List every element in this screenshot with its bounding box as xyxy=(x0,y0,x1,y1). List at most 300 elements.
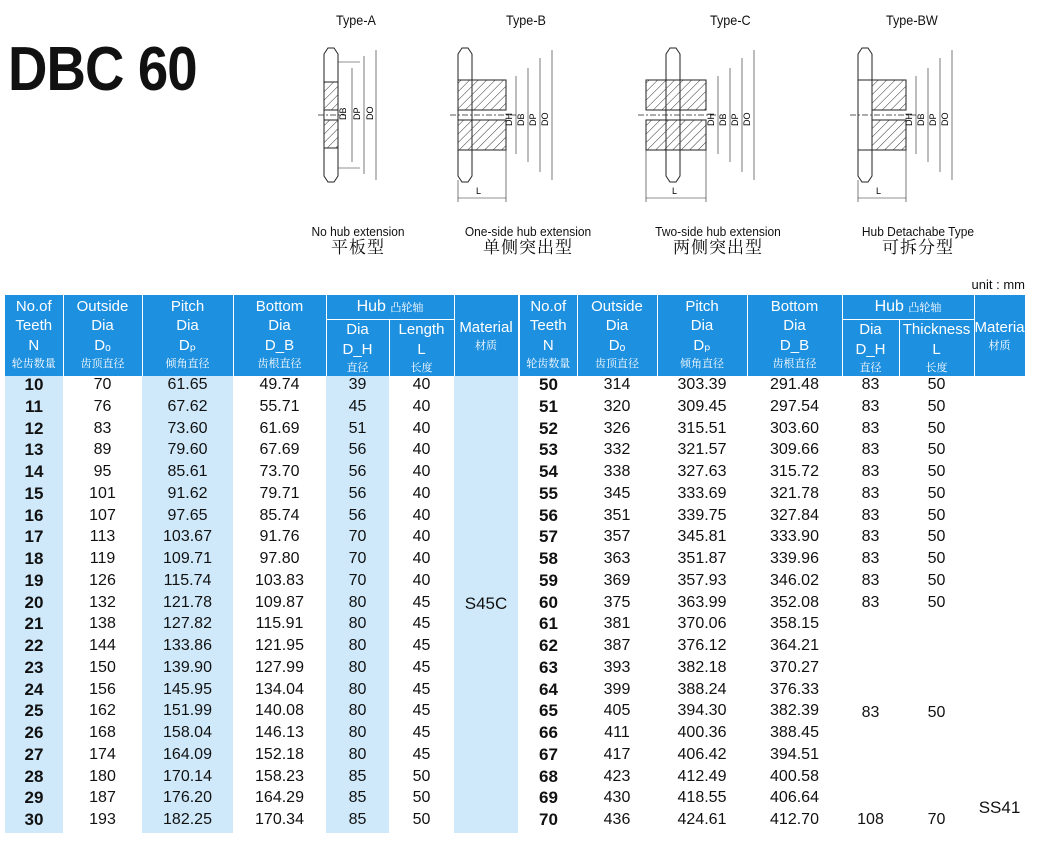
bottom-dia-cell: 339.96 xyxy=(770,550,819,567)
hub-dia-cell: 56 xyxy=(326,463,389,485)
teeth-cell: 17 xyxy=(5,528,63,550)
table-row xyxy=(520,550,1025,572)
table-row xyxy=(5,572,518,594)
teeth-cell: 22 xyxy=(5,637,63,659)
outside-dia-cell: 314 xyxy=(603,376,631,393)
left-spec-table xyxy=(5,295,519,833)
hub-thickness-cell: 50 xyxy=(927,441,946,459)
bottom-dia-cell: 352.08 xyxy=(770,593,819,611)
type-bw-db-label: DB xyxy=(916,113,926,126)
hub-thickness-cell: 50 xyxy=(927,484,946,502)
outside-dia-cell: 381 xyxy=(603,615,631,633)
pitch-dia-cell: 382.18 xyxy=(677,658,727,676)
teeth-cell: 20 xyxy=(5,594,63,616)
pitch-dia-cell: 61.65 xyxy=(142,376,233,398)
teeth-cell: 29 xyxy=(5,789,63,811)
hub-length-cell: 45 xyxy=(412,745,431,763)
teeth-cell: 12 xyxy=(5,420,63,442)
bottom-dia-cell: 400.58 xyxy=(770,767,819,785)
teeth-cell: 67 xyxy=(539,744,558,764)
table-row xyxy=(5,811,518,833)
hub-dia-cell: 80 xyxy=(326,637,389,659)
pitch-dia-cell: 357.93 xyxy=(677,571,727,589)
bottom-dia-cell: 303.60 xyxy=(770,419,819,437)
hub-dia-cell: 83 xyxy=(861,550,880,567)
bottom-dia-cell: 346.02 xyxy=(770,571,819,589)
bottom-dia-cell: 382.39 xyxy=(770,702,819,720)
table-row xyxy=(5,681,518,703)
type-a-do-label: DO xyxy=(365,106,375,120)
pitch-dia-cell: 158.04 xyxy=(142,724,233,746)
teeth-cell: 14 xyxy=(5,463,63,485)
table-row xyxy=(5,528,518,550)
table-row xyxy=(5,659,518,681)
type-b-do-label: DO xyxy=(540,112,550,126)
pitch-dia-cell: 121.78 xyxy=(142,594,233,616)
type-a-caption-cn: 平板型 xyxy=(331,238,385,257)
type-c-label: Type-C xyxy=(710,12,751,28)
type-bw-label: Type-BW xyxy=(886,12,938,28)
hub-dia-cell: 85 xyxy=(326,768,389,790)
hub-length-cell: 45 xyxy=(412,702,431,720)
teeth-cell: 64 xyxy=(539,679,558,699)
outside-dia-cell: 387 xyxy=(603,637,631,654)
right-spec-table xyxy=(520,295,1026,833)
pitch-dia-cell: 309.45 xyxy=(677,397,727,415)
bottom-dia-cell: 376.33 xyxy=(770,680,819,698)
teeth-cell: 63 xyxy=(539,657,558,677)
outside-dia-cell: 338 xyxy=(603,463,631,480)
bottom-dia-cell: 55.71 xyxy=(259,397,300,415)
table-row xyxy=(5,441,518,463)
hub-thickness-cell: 50 xyxy=(927,376,946,393)
outside-dia-cell: 126 xyxy=(89,571,116,589)
type-a-db-label: DB xyxy=(338,107,348,120)
type-bw-do-label: DO xyxy=(940,112,950,126)
hub-thickness-cell: 50 xyxy=(927,419,946,437)
type-b-dh-label: DH xyxy=(504,113,514,126)
type-c-caption xyxy=(608,224,828,256)
table-row xyxy=(5,724,518,746)
bottom-dia-cell: 67.69 xyxy=(259,441,300,459)
hub-dia-cell: 80 xyxy=(326,615,389,637)
bottom-dia-cell: 327.84 xyxy=(770,506,819,524)
bottom-dia-cell: 109.87 xyxy=(255,593,304,611)
pitch-dia-cell: 170.14 xyxy=(142,768,233,790)
bottom-dia-cell: 79.71 xyxy=(259,484,300,502)
teeth-cell: 13 xyxy=(5,441,63,463)
bottom-dia-cell: 140.08 xyxy=(255,702,304,720)
teeth-cell: 69 xyxy=(539,788,558,808)
pitch-dia-cell: 424.61 xyxy=(677,811,727,828)
header-hub: Hub 凸轮轴 xyxy=(326,295,454,320)
type-c-db-label: DB xyxy=(718,113,728,126)
header-hub-length: Length L 长度 xyxy=(389,320,454,377)
bottom-dia-cell: 358.15 xyxy=(770,615,819,633)
pitch-dia-cell: 97.65 xyxy=(142,507,233,529)
hub-dia-cell: 80 xyxy=(326,746,389,768)
table-row xyxy=(5,637,518,659)
hub-dia-cell: 83 xyxy=(861,463,880,480)
hub-dia-cell: 80 xyxy=(326,702,389,724)
type-bw-caption-cn: 可拆分型 xyxy=(882,238,954,257)
bottom-dia-cell: 134.04 xyxy=(255,680,304,698)
table-row xyxy=(520,376,1025,398)
hub-dia-cell: 56 xyxy=(326,485,389,507)
outside-dia-cell: 101 xyxy=(89,484,116,502)
type-c-diagram xyxy=(638,40,778,210)
outside-dia-cell: 357 xyxy=(603,528,631,546)
header-hub: Hub 凸轮轴 xyxy=(842,295,974,320)
teeth-cell: 19 xyxy=(5,572,63,594)
bottom-dia-cell: 315.72 xyxy=(770,463,819,480)
unit-label: unit : mm xyxy=(971,277,1025,292)
table-row xyxy=(5,376,518,398)
hub-dia-cell: 39 xyxy=(326,376,389,398)
table-row xyxy=(5,507,518,529)
pitch-dia-cell: 388.24 xyxy=(677,680,727,698)
bottom-dia-cell: 333.90 xyxy=(770,528,819,546)
bottom-dia-cell: 370.27 xyxy=(770,658,819,676)
teeth-cell: 21 xyxy=(5,615,63,637)
hub-dia-cell: 83 xyxy=(861,506,880,524)
type-b-caption-en: One-side hub extension xyxy=(464,224,592,239)
type-b-l-label: L xyxy=(476,186,482,196)
outside-dia-cell: 174 xyxy=(89,745,116,763)
hub-dia-cell: 83 xyxy=(861,397,880,415)
table-row xyxy=(5,768,518,790)
bottom-dia-cell: 321.78 xyxy=(770,484,819,502)
bottom-dia-cell: 49.74 xyxy=(259,376,300,393)
outside-dia-cell: 345 xyxy=(603,484,631,502)
pitch-dia-cell: 363.99 xyxy=(677,593,727,611)
hub-dia-cell: 83 xyxy=(861,484,880,502)
outside-dia-cell: 393 xyxy=(603,658,631,676)
bottom-dia-cell: 152.18 xyxy=(255,745,304,763)
outside-dia-cell: 113 xyxy=(89,528,116,546)
bottom-dia-cell: 394.51 xyxy=(770,745,819,763)
outside-dia-cell: 423 xyxy=(603,767,631,785)
table-row xyxy=(520,441,1025,463)
type-c-dh-label: DH xyxy=(706,113,716,126)
teeth-cell: 62 xyxy=(539,636,558,655)
outside-dia-cell: 411 xyxy=(604,724,630,741)
bottom-dia-cell: 158.23 xyxy=(255,767,304,785)
header-teeth: No.of Teeth N 轮齿数量 xyxy=(5,295,63,376)
bottom-dia-cell: 103.83 xyxy=(255,571,304,589)
outside-dia-cell: 193 xyxy=(89,811,116,828)
hub-dia-cell: 51 xyxy=(326,420,389,442)
bottom-dia-cell: 164.29 xyxy=(255,789,304,807)
pitch-dia-cell: 412.49 xyxy=(677,767,727,785)
hub-dia-cell: 83 xyxy=(861,376,880,393)
hub-thickness-cell: 50 xyxy=(927,550,946,567)
hub-dia-cell: 108 xyxy=(857,811,884,828)
bottom-dia-cell: 388.45 xyxy=(770,724,819,741)
teeth-cell: 15 xyxy=(5,485,63,507)
hub-length-cell: 50 xyxy=(412,789,431,807)
hub-length-cell: 40 xyxy=(412,441,431,459)
hub-thickness-cell: 50 xyxy=(927,506,946,524)
teeth-cell: 25 xyxy=(5,702,63,724)
outside-dia-cell: 107 xyxy=(89,506,116,524)
outside-dia-cell: 351 xyxy=(603,506,631,524)
teeth-cell: 18 xyxy=(5,550,63,572)
hub-length-cell: 50 xyxy=(412,767,431,785)
bottom-dia-cell: 412.70 xyxy=(770,811,819,828)
teeth-cell: 51 xyxy=(539,396,558,416)
header-bottom-dia: Bottom Dia D_B 齿根直径 xyxy=(747,295,842,376)
type-b-caption xyxy=(418,224,638,256)
table-row xyxy=(5,463,518,485)
teeth-cell: 27 xyxy=(5,746,63,768)
outside-dia-cell: 162 xyxy=(89,702,116,720)
table-row xyxy=(5,746,518,768)
type-a-dp-label: DP xyxy=(352,107,362,120)
hub-dia-cell: 70 xyxy=(326,572,389,594)
hub-thickness-cell: 70 xyxy=(927,811,946,828)
outside-dia-cell: 83 xyxy=(93,419,112,437)
hub-dia-cell: 83 xyxy=(861,528,880,546)
teeth-cell: 11 xyxy=(5,398,63,420)
hub-thickness-group-cell: 50 xyxy=(927,704,946,722)
bottom-dia-cell: 97.80 xyxy=(259,550,300,567)
hub-length-cell: 40 xyxy=(412,419,431,437)
hub-dia-cell: 80 xyxy=(326,724,389,746)
hub-length-cell: 45 xyxy=(412,637,431,654)
header-material: Material 材质 xyxy=(454,295,518,376)
pitch-dia-cell: 394.30 xyxy=(677,702,727,720)
teeth-cell: 16 xyxy=(5,507,63,529)
hub-dia-cell: 56 xyxy=(326,507,389,529)
table-row xyxy=(5,702,518,724)
table-row xyxy=(520,572,1025,594)
type-b-dp-label: DP xyxy=(528,113,538,126)
type-b-caption-cn: 单侧突出型 xyxy=(483,238,573,257)
type-a-diagram xyxy=(316,40,396,190)
table-row xyxy=(5,420,518,442)
hub-dia-cell: 70 xyxy=(326,528,389,550)
type-a-caption-en: No hub extension xyxy=(311,224,405,239)
table-row xyxy=(5,485,518,507)
pitch-dia-cell: 345.81 xyxy=(677,528,727,546)
table-row xyxy=(520,485,1025,507)
teeth-cell: 10 xyxy=(5,376,63,398)
header-material: Material 材质 xyxy=(974,295,1025,376)
outside-dia-cell: 320 xyxy=(603,397,631,415)
material-cell: SS41 xyxy=(978,797,1021,817)
outside-dia-cell: 144 xyxy=(89,637,116,654)
pitch-dia-cell: 103.67 xyxy=(142,528,233,550)
hub-dia-cell: 56 xyxy=(326,441,389,463)
hub-dia-cell: 83 xyxy=(861,593,880,611)
hub-length-cell: 40 xyxy=(412,571,431,589)
type-c-caption-cn: 两侧突出型 xyxy=(673,238,763,257)
type-bw-l-label: L xyxy=(876,186,882,196)
hub-dia-cell: 80 xyxy=(326,659,389,681)
header-hub-thickness: Thickness L 长度 xyxy=(899,320,974,377)
teeth-cell: 23 xyxy=(5,659,63,681)
table-row xyxy=(5,594,518,616)
type-bw-caption-en: Hub Detachabe Type xyxy=(861,224,975,239)
header-pitch-dia: Pitch Dia Dₚ 倾角直径 xyxy=(657,295,747,376)
type-b-label: Type-B xyxy=(506,12,546,28)
outside-dia-cell: 399 xyxy=(603,680,631,698)
table-row xyxy=(520,594,1025,616)
table-row xyxy=(5,615,518,637)
outside-dia-cell: 405 xyxy=(603,702,631,720)
type-c-dp-label: DP xyxy=(730,113,740,126)
hub-length-cell: 40 xyxy=(412,550,431,567)
table-row xyxy=(520,528,1025,550)
hub-thickness-cell: 50 xyxy=(927,528,946,546)
pitch-dia-cell: 164.09 xyxy=(142,746,233,768)
type-bw-caption xyxy=(808,224,1028,256)
outside-dia-cell: 95 xyxy=(93,463,112,480)
hub-dia-cell: 70 xyxy=(326,550,389,572)
pitch-dia-cell: 327.63 xyxy=(677,463,727,480)
outside-dia-cell: 436 xyxy=(603,811,631,828)
teeth-cell: 26 xyxy=(5,724,63,746)
hub-dia-group-cell: 83 xyxy=(861,704,880,722)
hub-dia-cell: 85 xyxy=(326,789,389,811)
hub-dia-cell: 80 xyxy=(326,594,389,616)
teeth-cell: 50 xyxy=(539,375,558,394)
outside-dia-cell: 363 xyxy=(603,550,631,567)
bottom-dia-cell: 146.13 xyxy=(255,724,304,741)
teeth-cell: 60 xyxy=(539,592,558,612)
pitch-dia-cell: 151.99 xyxy=(142,702,233,724)
hub-thickness-cell: 50 xyxy=(927,593,946,611)
pitch-dia-cell: 145.95 xyxy=(142,681,233,703)
outside-dia-cell: 138 xyxy=(89,615,116,633)
teeth-cell: 59 xyxy=(539,570,558,590)
bottom-dia-cell: 406.64 xyxy=(770,789,819,807)
table-row xyxy=(5,789,518,811)
type-c-l-label: L xyxy=(672,186,678,196)
pitch-dia-cell: 400.36 xyxy=(677,724,727,741)
outside-dia-cell: 187 xyxy=(89,789,116,807)
teeth-cell: 30 xyxy=(5,811,63,833)
pitch-dia-cell: 91.62 xyxy=(142,485,233,507)
hub-length-cell: 40 xyxy=(412,484,431,502)
type-c-do-label: DO xyxy=(742,112,752,126)
pitch-dia-cell: 333.69 xyxy=(677,484,727,502)
table-row xyxy=(520,398,1025,420)
hub-dia-cell: 83 xyxy=(861,419,880,437)
outside-dia-cell: 430 xyxy=(603,789,631,807)
hub-length-cell: 40 xyxy=(412,397,431,415)
pitch-dia-cell: 73.60 xyxy=(142,420,233,442)
pitch-dia-cell: 339.75 xyxy=(677,506,727,524)
hub-length-cell: 45 xyxy=(412,593,431,611)
table-row xyxy=(5,398,518,420)
teeth-cell: 24 xyxy=(5,681,63,703)
hub-length-cell: 45 xyxy=(412,615,431,633)
hub-dia-cell: 85 xyxy=(326,811,389,833)
hub-dia-cell: 45 xyxy=(326,398,389,420)
pitch-dia-cell: 176.20 xyxy=(142,789,233,811)
header-outside-dia: Outside Dia Dₒ 齿顶直径 xyxy=(63,295,142,376)
bottom-dia-cell: 309.66 xyxy=(770,441,819,459)
outside-dia-cell: 89 xyxy=(93,441,112,459)
hub-dia-cell: 83 xyxy=(861,441,880,459)
outside-dia-cell: 326 xyxy=(603,419,631,437)
bottom-dia-cell: 297.54 xyxy=(770,397,819,415)
hub-length-cell: 50 xyxy=(412,811,431,828)
pitch-dia-cell: 315.51 xyxy=(677,419,727,437)
teeth-cell: 58 xyxy=(539,549,558,568)
bottom-dia-cell: 73.70 xyxy=(259,463,300,480)
hub-length-cell: 40 xyxy=(412,506,431,524)
hub-length-cell: 45 xyxy=(412,680,431,698)
pitch-dia-cell: 182.25 xyxy=(142,811,233,833)
page-title: DBC 60 xyxy=(8,35,197,104)
bottom-dia-cell: 364.21 xyxy=(770,637,819,654)
hub-length-cell: 40 xyxy=(412,376,431,393)
teeth-cell: 61 xyxy=(539,614,558,634)
type-c-caption-en: Two-side hub extension xyxy=(655,224,781,239)
outside-dia-cell: 156 xyxy=(89,680,116,698)
pitch-dia-cell: 406.42 xyxy=(677,745,727,763)
pitch-dia-cell: 67.62 xyxy=(142,398,233,420)
outside-dia-cell: 119 xyxy=(89,550,116,567)
type-bw-diagram xyxy=(850,40,980,210)
type-bw-dp-label: DP xyxy=(928,113,938,126)
teeth-cell: 68 xyxy=(539,766,558,786)
pitch-dia-cell: 139.90 xyxy=(142,659,233,681)
teeth-cell: 66 xyxy=(539,723,558,742)
teeth-cell: 57 xyxy=(539,527,558,547)
type-b-diagram xyxy=(450,40,580,210)
outside-dia-cell: 332 xyxy=(603,441,631,459)
teeth-cell: 65 xyxy=(539,701,558,721)
table-row xyxy=(520,420,1025,442)
header-hub-dia: Dia D_H 直径 xyxy=(842,320,899,377)
outside-dia-cell: 70 xyxy=(93,376,112,393)
pitch-dia-cell: 115.74 xyxy=(142,572,233,594)
bottom-dia-cell: 91.76 xyxy=(259,528,300,546)
type-b-db-label: DB xyxy=(516,113,526,126)
header-teeth: No.of Teeth N 轮齿数量 xyxy=(520,295,577,376)
hub-length-cell: 40 xyxy=(412,463,431,480)
type-bw-dh-label: DH xyxy=(904,113,914,126)
hub-length-cell: 40 xyxy=(412,528,431,546)
bottom-dia-cell: 291.48 xyxy=(770,376,819,393)
material-cell: S45C xyxy=(454,376,518,833)
bottom-dia-cell: 85.74 xyxy=(259,506,300,524)
hub-thickness-cell: 50 xyxy=(927,571,946,589)
header-bottom-dia: Bottom Dia D_B 齿根直径 xyxy=(233,295,326,376)
hub-dia-cell: 80 xyxy=(326,681,389,703)
hub-length-cell: 45 xyxy=(412,724,431,741)
outside-dia-cell: 132 xyxy=(89,593,116,611)
outside-dia-cell: 369 xyxy=(603,571,631,589)
outside-dia-cell: 375 xyxy=(603,593,631,611)
hub-dia-cell: 83 xyxy=(861,571,880,589)
teeth-cell: 55 xyxy=(539,483,558,503)
table-row xyxy=(520,507,1025,529)
hub-thickness-cell: 50 xyxy=(927,463,946,480)
header-hub-dia: Dia D_H 直径 xyxy=(326,320,389,377)
teeth-cell: 54 xyxy=(539,462,558,481)
table-row xyxy=(520,463,1025,485)
outside-dia-cell: 150 xyxy=(89,658,116,676)
table-row xyxy=(520,615,1025,637)
pitch-dia-cell: 303.39 xyxy=(677,376,727,393)
teeth-cell: 56 xyxy=(539,505,558,525)
bottom-dia-cell: 127.99 xyxy=(255,658,304,676)
